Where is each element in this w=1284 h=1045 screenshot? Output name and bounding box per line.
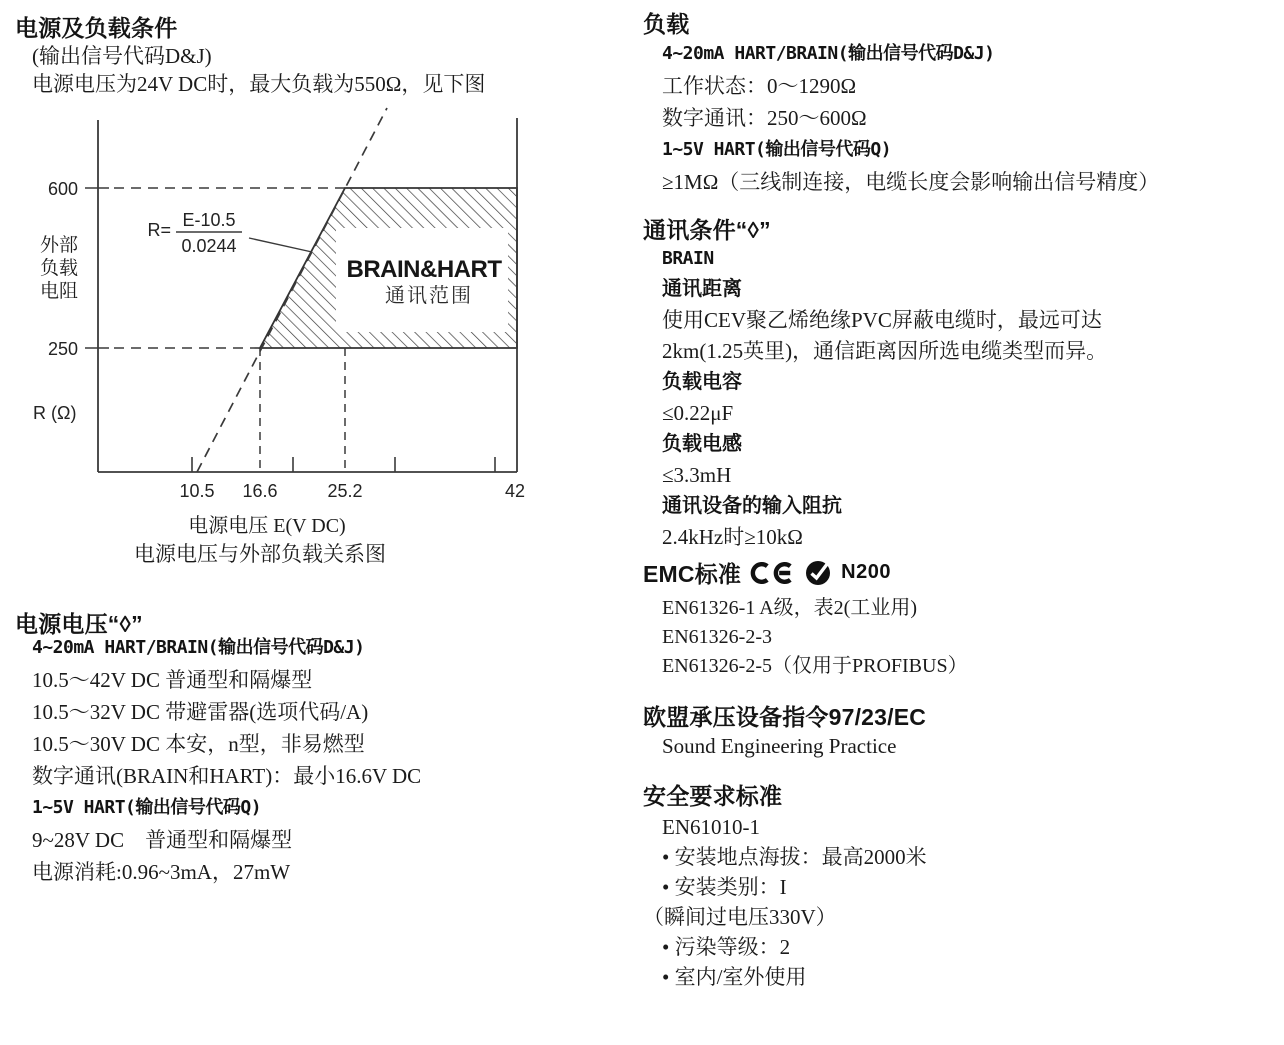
svg-text:10.5: 10.5 bbox=[179, 481, 215, 501]
spec-bullet: • 安装地点海拔：最高2000米 bbox=[662, 845, 927, 869]
svg-text:0.0244: 0.0244 bbox=[181, 236, 237, 256]
svg-text:25.2: 25.2 bbox=[327, 481, 363, 501]
region-label-line1: BRAIN&HART bbox=[346, 256, 502, 283]
spec-line: EN61010-1 bbox=[662, 815, 760, 839]
svg-text:负载: 负载 bbox=[39, 258, 79, 279]
load-vs-supply-voltage-chart bbox=[30, 95, 590, 570]
spec-line: 使用CEV聚乙烯绝缘PVC屏蔽电缆时，最远可达 bbox=[662, 308, 1102, 332]
spec-subheading: 通讯设备的输入阻抗 bbox=[662, 495, 842, 517]
spec-line: 数字通讯(BRAIN和HART)：最小16.6V DC bbox=[32, 764, 422, 788]
svg-text:42: 42 bbox=[504, 481, 526, 501]
svg-text:外部: 外部 bbox=[39, 235, 79, 256]
spec-line: 9~28V DC 普通型和隔爆型 bbox=[32, 828, 293, 852]
y-tick-label-600: 600 bbox=[47, 179, 78, 199]
spec-subheading: 通讯距离 bbox=[662, 278, 742, 300]
emc-specs bbox=[662, 594, 968, 681]
spec-line: 4~20mA HART/BRAIN(输出信号代码D&J) bbox=[32, 637, 365, 658]
section-title-supply-voltage: 电源电压“◊” bbox=[15, 611, 143, 637]
section-title-power-load-conditions: 电源及负载条件 bbox=[15, 15, 178, 41]
spec-bullet: • 室内/室外使用 bbox=[662, 965, 807, 989]
spec-line: 2.4kHz时≥10kΩ bbox=[662, 525, 803, 549]
spec-line: 数字通讯：250～600Ω bbox=[662, 106, 867, 130]
spec-line: 电源消耗:0.96~3mA，27mW bbox=[32, 860, 291, 884]
x-tick-labels bbox=[179, 481, 525, 501]
formula-pointer-line bbox=[249, 238, 312, 252]
y-tick-label-250: 250 bbox=[47, 339, 78, 359]
section-title-emc-row bbox=[643, 556, 891, 589]
spec-line: Sound Engineering Practice bbox=[662, 734, 897, 758]
section-title-safety: 安全要求标准 bbox=[643, 783, 783, 809]
output-signal-code-note: (输出信号代码D&J) bbox=[32, 44, 212, 68]
spec-line: 1~5V HART(输出信号代码Q) bbox=[32, 797, 262, 818]
section-title-ped: 欧盟承压设备指令97/23/EC bbox=[643, 704, 927, 730]
spec-subheading: 负载电容 bbox=[662, 371, 742, 393]
spec-line: ≤0.22μF bbox=[662, 401, 734, 425]
communication-specs bbox=[662, 243, 1107, 553]
spec-line: ≥1MΩ（三线制连接，电缆长度会影响输出信号精度） bbox=[662, 170, 1160, 194]
load-formula bbox=[147, 210, 312, 256]
spec-bullet: • 污染等级：2 bbox=[662, 935, 791, 959]
spec-line: EN61326-2-3 bbox=[662, 626, 772, 648]
spec-line: BRAIN bbox=[662, 248, 714, 269]
spec-line: 1~5V HART(输出信号代码Q) bbox=[662, 139, 892, 160]
section-title-load: 负载 bbox=[643, 11, 690, 37]
load-specs bbox=[662, 38, 1159, 198]
y-axis-label bbox=[40, 234, 78, 302]
chart-caption: 电源电压与外部负载关系图 bbox=[134, 542, 386, 566]
svg-text:R=: R= bbox=[147, 220, 171, 240]
svg-text:电阻: 电阻 bbox=[39, 281, 79, 302]
max-load-description: 电源电压为24V DC时，最大负载为550Ω，见下图 bbox=[32, 72, 486, 96]
x-axis-ticks bbox=[192, 457, 495, 472]
supply-voltage-specs bbox=[32, 632, 421, 888]
spec-line: EN61326-1 A级，表2(工业用) bbox=[662, 597, 917, 619]
spec-subheading: 负载电感 bbox=[662, 433, 742, 455]
ped-specs bbox=[662, 731, 896, 762]
spec-line: （瞬间过电压330V） bbox=[643, 905, 837, 929]
section-title-emc: EMC标准 bbox=[643, 561, 742, 587]
section-title-communication: 通讯条件“◊” bbox=[643, 217, 771, 243]
spec-line: 工作状态：0～1290Ω bbox=[662, 74, 857, 98]
spec-line: 4~20mA HART/BRAIN(输出信号代码D&J) bbox=[662, 43, 995, 64]
spec-line: 10.5～30V DC 本安，n型，非易燃型 bbox=[32, 732, 365, 756]
spec-line: 10.5～32V DC 带避雷器(选项代码/A) bbox=[32, 700, 369, 724]
x-axis-label: 电源电压 E(V DC) bbox=[188, 515, 346, 537]
svg-text:16.6: 16.6 bbox=[242, 481, 278, 501]
spec-line: ≤3.3mH bbox=[662, 463, 732, 487]
ce-mark-icon bbox=[750, 560, 796, 586]
region-label-line2: 通讯范围 bbox=[385, 285, 473, 307]
spec-bullet: • 安装类别：I bbox=[662, 875, 787, 899]
spec-line: 10.5～42V DC 普通型和隔爆型 bbox=[32, 668, 313, 692]
spec-line: EN61326-2-5（仅用于PROFIBUS） bbox=[662, 655, 968, 677]
spec-line: 2km(1.25英里)，通信距离因所选电缆类型而异。 bbox=[662, 339, 1108, 363]
safety-specs bbox=[643, 812, 927, 992]
rcm-number-label: N200 bbox=[841, 561, 891, 583]
svg-text:E-10.5: E-10.5 bbox=[182, 210, 236, 230]
y-axis-unit: R (Ω) bbox=[33, 403, 77, 423]
rcm-ctick-icon bbox=[805, 559, 832, 586]
